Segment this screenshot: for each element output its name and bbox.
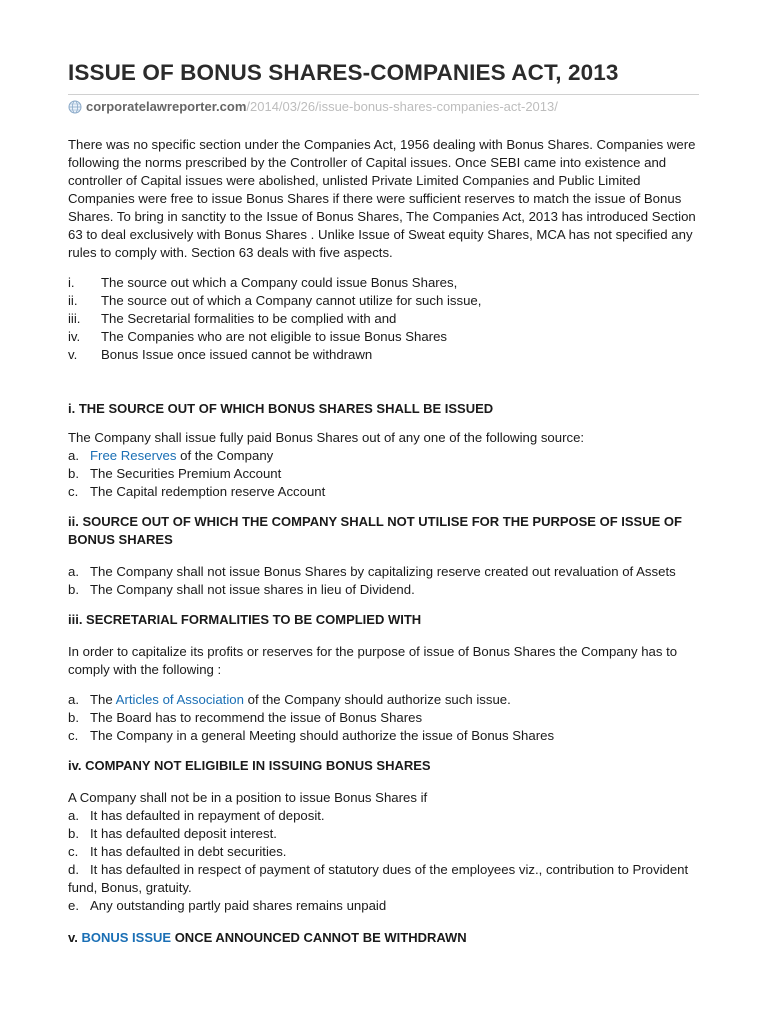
list-item-label: a. bbox=[68, 808, 79, 823]
list-item-text: The Company shall not issue Bonus Shares by capitalizing reserve created out revaluation of Assets bbox=[90, 564, 676, 579]
section-4-lead: A Company shall not be in a position to issue Bonus Shares if bbox=[68, 790, 428, 805]
list-item bbox=[68, 825, 708, 843]
aspects-list bbox=[68, 274, 708, 364]
list-item bbox=[68, 346, 708, 364]
list-item bbox=[68, 691, 708, 709]
list-item-text: The Board has to recommend the issue of Bonus Shares bbox=[90, 710, 423, 725]
heading-suffix: ONCE ANNOUNCED CANNOT BE WITHDRAWN bbox=[171, 930, 467, 945]
section-1-lead: The Company shall issue fully paid Bonus Shares out of any one of the following source: bbox=[68, 430, 585, 445]
source-line bbox=[68, 98, 558, 116]
list-item-text: The Company in a general Meeting should authorize the issue of Bonus Shares bbox=[90, 728, 555, 743]
section-3-list bbox=[68, 691, 708, 745]
list-item-label: b. bbox=[68, 582, 79, 597]
section-heading-4: iv. COMPANY NOT ELIGIBILE IN ISSUING BONUS SHARES bbox=[68, 758, 431, 773]
list-item bbox=[68, 447, 708, 465]
list-item-text: The bbox=[90, 692, 116, 707]
section-3-lead: In order to capitalize its profits or reserves for the purpose of issue of Bonus Shares the Company has to comply with the following : bbox=[68, 644, 678, 677]
list-item-number: v. bbox=[68, 347, 78, 362]
list-item bbox=[68, 897, 708, 915]
spacer bbox=[68, 364, 708, 400]
list-item-text: It has defaulted in debt securities. bbox=[90, 844, 287, 859]
list-item-text: The Secretarial formalities to be complied with and bbox=[101, 311, 397, 326]
list-item-label: d. bbox=[68, 862, 79, 877]
list-item-text: It has defaulted deposit interest. bbox=[90, 826, 277, 841]
list-item-number: i. bbox=[68, 275, 75, 290]
list-item-text: of the Company should authorize such issue. bbox=[243, 692, 511, 707]
list-item-label: c. bbox=[68, 844, 79, 859]
list-item-label: a. bbox=[68, 564, 79, 579]
list-item-label: a. bbox=[68, 448, 79, 463]
list-item bbox=[68, 727, 708, 745]
globe-icon bbox=[68, 100, 82, 114]
section-4-list bbox=[68, 807, 708, 915]
list-item bbox=[68, 465, 708, 483]
list-item-text: of the Company bbox=[176, 448, 274, 463]
list-item bbox=[68, 310, 708, 328]
list-item-label: b. bbox=[68, 466, 79, 481]
list-item-label: c. bbox=[68, 484, 79, 499]
article-body bbox=[68, 136, 708, 958]
articles-of-association-link[interactable]: Articles of Association bbox=[115, 692, 244, 707]
list-item-text: It has defaulted in repayment of deposit. bbox=[90, 808, 325, 823]
section-heading-3: iii. SECRETARIAL FORMALITIES TO BE COMPLIED WITH bbox=[68, 612, 422, 627]
page-title: ISSUE OF BONUS SHARES-COMPANIES ACT, 2013 bbox=[68, 60, 619, 85]
list-item-number: iv. bbox=[68, 329, 81, 344]
list-item-label: b. bbox=[68, 826, 79, 841]
list-item-label: a. bbox=[68, 692, 79, 707]
list-item-text: The Capital redemption reserve Account bbox=[90, 484, 326, 499]
section-heading-5 bbox=[68, 929, 708, 947]
section-heading-2: ii. SOURCE OUT OF WHICH THE COMPANY SHALL NOT UTILISE FOR THE PURPOSE OF ISSUE OF BONUS SHARES bbox=[68, 514, 682, 547]
section-1-list bbox=[68, 447, 708, 501]
list-item bbox=[68, 807, 708, 825]
section-heading-1: i. THE SOURCE OUT OF WHICH BONUS SHARES SHALL BE ISSUED bbox=[68, 401, 494, 416]
list-item bbox=[68, 861, 708, 897]
list-item bbox=[68, 843, 708, 861]
list-item-text: The source out of which a Company cannot utilize for such issue, bbox=[101, 293, 482, 308]
list-item bbox=[68, 483, 708, 501]
source-domain-link[interactable]: corporatelawreporter.com bbox=[86, 99, 247, 114]
list-item-number: ii. bbox=[68, 293, 78, 308]
list-item bbox=[68, 709, 708, 727]
list-item-text: The Companies who are not eligible to issue Bonus Shares bbox=[101, 329, 448, 344]
title-divider bbox=[68, 94, 699, 95]
list-item-label: b. bbox=[68, 710, 79, 725]
list-item-text: Any outstanding partly paid shares remains unpaid bbox=[90, 898, 387, 913]
list-item-text: The source out which a Company could issue Bonus Shares, bbox=[101, 275, 458, 290]
free-reserves-link[interactable]: Free Reserves bbox=[90, 448, 177, 463]
heading-prefix: v. bbox=[68, 930, 82, 945]
list-item-text: Bonus Issue once issued cannot be withdrawn bbox=[101, 347, 373, 362]
list-item bbox=[68, 581, 708, 599]
list-item-number: iii. bbox=[68, 311, 81, 326]
list-item-text: The Company shall not issue shares in lieu of Dividend. bbox=[90, 582, 415, 597]
source-path[interactable]: /2014/03/26/issue-bonus-shares-companies-act-2013/ bbox=[246, 99, 558, 114]
section-2-list bbox=[68, 563, 708, 599]
list-item bbox=[68, 328, 708, 346]
list-item-label: e. bbox=[68, 898, 79, 913]
intro-paragraph: There was no specific section under the Companies Act, 1956 dealing with Bonus Shares. Companies were following the norms prescribed by the Controller of Capital issues. Once SEBI came into existence and controller of Capital issues were abolished, unlisted Private Limited Companies and Public Limited Companies were free to issue Bonus Shares if there were sufficient reserves to match the issue of Bonus Shares. To bring in sanctity to the Issue of Bonus Shares, The Companies Act, 2013 has introduced Section 63 to deal exclusively with Bonus Shares . Unlike Issue of Sweat equity Shares, MCA has not specified any rules to comply with. Section 63 deals with five aspects. bbox=[68, 137, 696, 260]
list-item-label: c. bbox=[68, 728, 79, 743]
list-item bbox=[68, 274, 708, 292]
list-item-text: The Securities Premium Account bbox=[90, 466, 282, 481]
list-item bbox=[68, 563, 708, 581]
bonus-issue-link[interactable]: BONUS ISSUE bbox=[81, 930, 172, 945]
list-item bbox=[68, 292, 708, 310]
list-item-text: It has defaulted in respect of payment of statutory dues of the employees viz., contribution to Provident fund, Bonus, gratuity. bbox=[68, 862, 689, 895]
